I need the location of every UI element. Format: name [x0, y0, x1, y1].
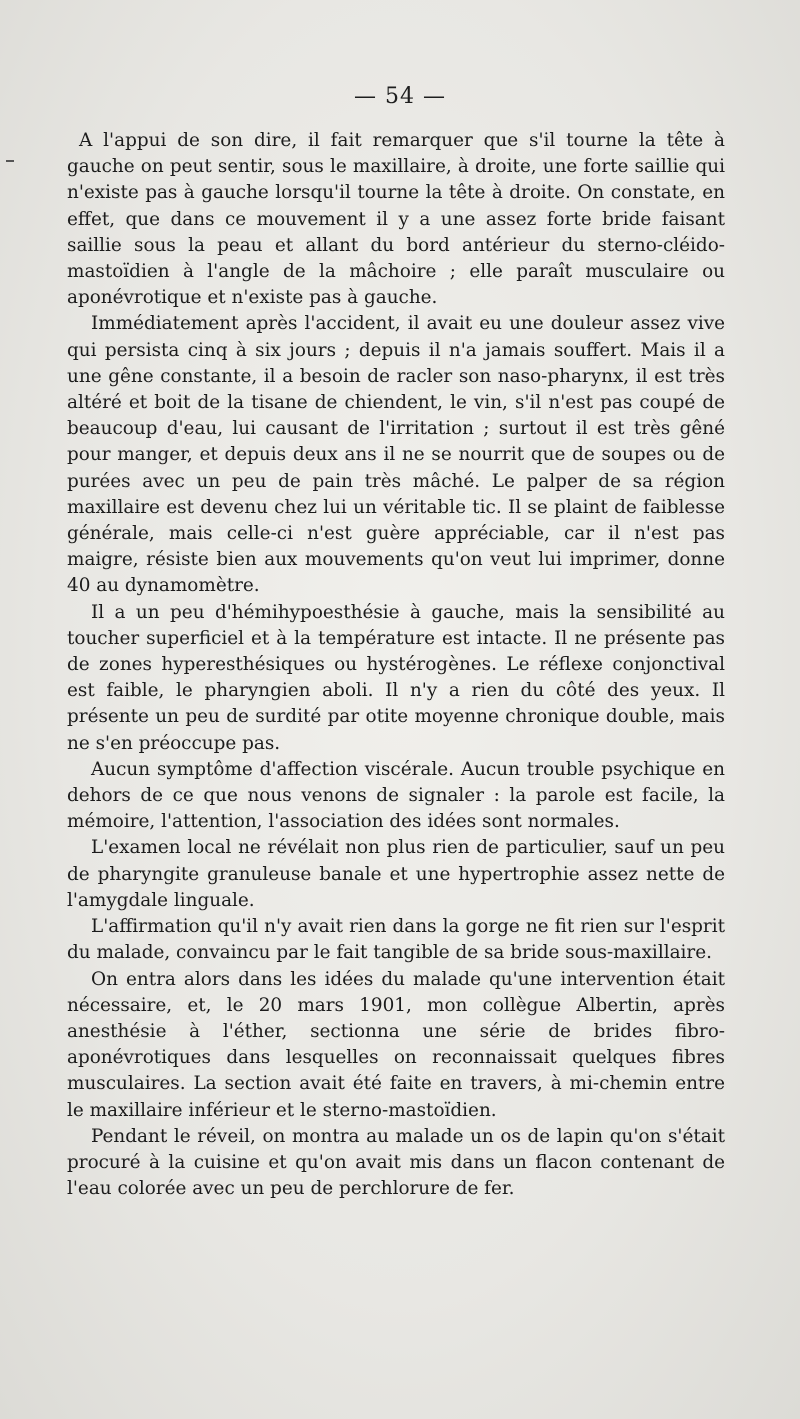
page-number: — 54 — [354, 84, 446, 109]
paragraph: L'affirmation qu'il n'y avait rien dans la gorge ne fit rien sur l'esprit du malade, convaincu par le fait tangible de sa bride sous-maxillaire. [67, 916, 725, 964]
body-text [67, 128, 725, 1202]
paragraph: Pendant le réveil, on montra au malade un os de lapin qu'on s'était procuré à la cuisine et qu'on avait mis dans un flacon contenant de l'eau colorée avec un peu de perchlorure de fer. [67, 1125, 725, 1200]
margin-mark [6, 160, 14, 162]
paragraph: L'examen local ne révélait non plus rien de particulier, sauf un peu de pharyngite granuleuse banale et une hypertrophie assez nette de l'amygdale linguale. [67, 837, 725, 911]
paragraph: On entra alors dans les idées du malade qu'une intervention était nécessaire, et, le 20 mars 1901, mon collègue Albertin, après anesthésie à l'éther, sectionna une série de brides fibro-aponévrotiques dans lesquelles on reconnaissait quelques fibres musculaires. La section avait été faite en travers, à mi-chemin entre le maxillaire inférieur et le sterno-mastoïdien. [67, 968, 725, 1121]
paragraph: A l'appui de son dire, il fait remarquer que s'il tourne la tête à gauche on peut sentir, sous le maxillaire, à droite, une forte saillie qui n'existe pas à gauche lorsqu'il tourne la tête à droite. On constate, en effet, que dans ce mouvement il y a une assez forte bride faisant saillie sous la peau et allant du bord antérieur du sterno-cléido-mastoïdien à l'angle de la mâchoire ; elle paraît musculaire ou aponévrotique et n'existe pas à gauche. [67, 130, 725, 309]
paragraph: Aucun symptôme d'affection viscérale. Aucun trouble psychique en dehors de ce que nous venons de signaler : la parole est facile, la mémoire, l'attention, l'association des idées sont normales. [67, 758, 725, 833]
paragraph: Immédiatement après l'accident, il avait eu une douleur assez vive qui persista cinq à six jours ; depuis il n'a jamais souffert. Mais il a une gêne constante, il a besoin de racler son naso-pharynx, il est très altéré et boit de la tisane de chiendent, le vin, s'il n'est pas coupé de beaucoup d'eau, lui causant de l'irritation ; surtout il est très gêné pour manger, et depuis deux ans il ne se nourrit que de soupes ou de purées avec un peu de pain très mâché. Le palper de sa région maxillaire est devenu chez lui un véritable tic. Il se plaint de faiblesse générale, mais celle-ci n'est guère appréciable, car il n'est pas maigre, résiste bien aux mouvements qu'on veut lui imprimer, donne 40 au dynamomètre. [67, 313, 725, 597]
paragraph: Il a un peu d'hémihypoesthésie à gauche, mais la sensibilité au toucher superficiel et à la température est intacte. Il ne présente pas de zones hyperesthésiques ou hystérogènes. Le réflexe conjonctival est faible, le pharyngien aboli. Il n'y a rien du côté des yeux. Il présente un peu de surdité par otite moyenne chronique double, mais ne s'en préoccupe pas. [67, 601, 725, 754]
